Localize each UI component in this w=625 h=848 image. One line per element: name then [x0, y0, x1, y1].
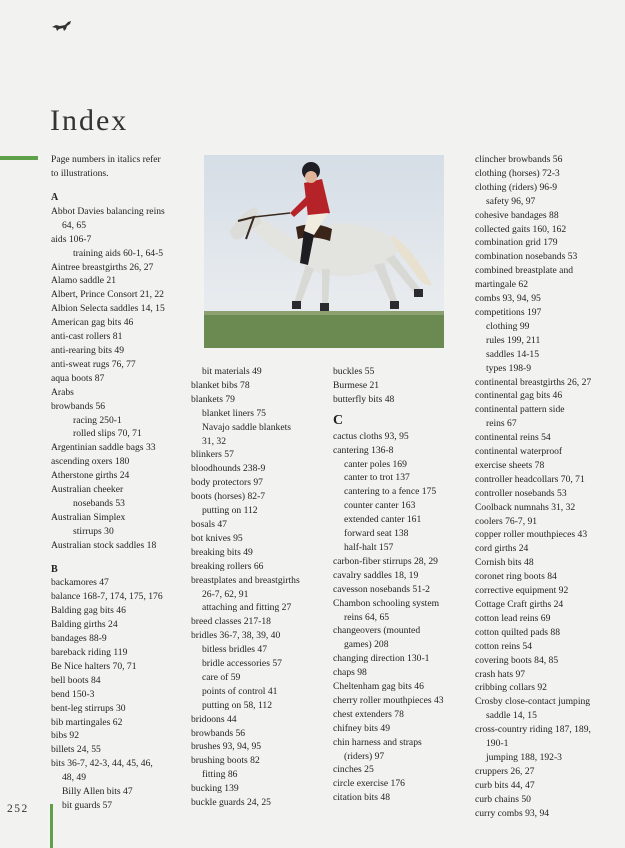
index-entry: games) 208	[344, 639, 389, 651]
index-entry: bloodhounds 238-9	[191, 463, 266, 475]
index-letter-heading: A	[51, 192, 59, 203]
index-entry: coronet ring boots 84	[475, 571, 557, 583]
index-entry: continental reins 54	[475, 432, 551, 444]
horse-rider-photo	[204, 155, 444, 348]
index-entry: Aintree breastgirths 26, 27	[51, 261, 154, 273]
index-entry: ascending oxers 180	[51, 456, 130, 468]
index-entry: brushes 93, 94, 95	[191, 741, 262, 753]
index-entry: bosals 47	[191, 518, 227, 530]
index-entry: 190-1	[486, 738, 509, 750]
index-entry: clincher browbands 56	[475, 154, 563, 165]
index-entry: 26-7, 62, 91	[202, 588, 249, 600]
index-entry: chin harness and straps	[333, 736, 422, 748]
index-entry: browbands 56	[51, 400, 106, 412]
index-letter-heading: B	[51, 563, 58, 575]
index-entry: exercise sheets 78	[475, 459, 545, 471]
index-entry: cohesive bandages 88	[475, 209, 559, 221]
index-entry: cavalry saddles 18, 19	[333, 569, 419, 581]
index-entry: 64, 65	[62, 219, 86, 231]
index-entry: covering boots 84, 85	[475, 654, 559, 666]
index-entry: chifney bits 49	[333, 722, 391, 734]
index-entry: cruppers 26, 27	[475, 765, 535, 777]
index-entry: bend 150-3	[51, 688, 95, 700]
index-entry: half-halt 157	[344, 541, 394, 553]
index-entry: bucking 139	[191, 783, 239, 795]
index-entry: boots (horses) 82-7	[191, 491, 266, 503]
index-entry: bitless bridles 47	[202, 644, 268, 656]
index-entry: Australian Simplex	[51, 511, 126, 523]
index-entry: nosebands 53	[73, 497, 125, 509]
index-entry: curb chains 50	[475, 793, 531, 805]
index-entry: bot knives 95	[191, 532, 243, 544]
index-entry: Arabs	[51, 386, 74, 398]
index-entry: body protectors 97	[191, 477, 263, 489]
index-entry: breaking bits 49	[191, 546, 253, 558]
index-letter-heading: C	[333, 412, 344, 428]
index-entry: cotton lead reins 69	[475, 612, 551, 624]
index-entry: bareback riding 119	[51, 647, 128, 658]
index-entry: Crosby close-contact jumping	[475, 696, 591, 708]
index-entry: saddle 14, 15	[486, 710, 537, 722]
index-entry: continental breastgirths 26, 27	[475, 376, 592, 388]
index-entry: bandages 88-9	[51, 633, 107, 645]
index-entry: bibs 92	[51, 730, 79, 742]
index-entry: blanket liners 75	[202, 407, 266, 419]
index-entry: cotton quilted pads 88	[475, 626, 560, 638]
index-entry: blankets 79	[191, 393, 235, 405]
horse-logo-icon	[51, 20, 73, 32]
index-entry: cord girths 24	[475, 543, 529, 555]
index-entry: carbon-fiber stirrups 28, 29	[333, 555, 438, 567]
index-entry: bridles 36-7, 38, 39, 40	[191, 630, 281, 642]
intro-line: Page numbers in italics refer	[51, 154, 161, 165]
index-entry: Be Nice halters 70, 71	[51, 660, 137, 672]
index-entry: curry combs 93, 94	[475, 807, 550, 819]
index-entry: combination grid 179	[475, 237, 558, 249]
index-entry: Australian stock saddles 18	[51, 539, 157, 551]
index-entry: Burmese 21	[333, 379, 380, 391]
index-entry: aids 106-7	[51, 233, 92, 245]
index-entry: attaching and fitting 27	[202, 602, 292, 614]
index-entry: training aids 60-1, 64-5	[73, 247, 164, 259]
index-entry: Cornish bits 48	[475, 557, 534, 569]
index-entry: combined breastplate and	[475, 265, 574, 277]
index-entry: controller headcollars 70, 71	[475, 473, 585, 485]
index-entry: Alamo saddle 21	[51, 275, 117, 287]
index-entry: cribbing collars 92	[475, 682, 547, 694]
index-entry: Coolback numnahs 31, 32	[475, 501, 576, 513]
index-entry: bib martingales 62	[51, 716, 123, 728]
index-entry: rules 199, 211	[486, 334, 541, 346]
index-entry: collected gaits 160, 162	[475, 223, 567, 235]
index-entry: bits 36-7, 42-3, 44, 45, 46,	[51, 758, 153, 770]
index-column-4	[475, 153, 625, 821]
index-entry: changeovers (mounted	[333, 625, 421, 637]
index-entry: combs 93, 94, 95	[475, 293, 541, 305]
index-entry: cherry roller mouthpieces 43	[333, 694, 444, 706]
index-entry: counter canter 163	[344, 500, 416, 512]
index-entry: anti-cast rollers 81	[51, 331, 123, 343]
index-entry: changing direction 130-1	[333, 653, 430, 665]
index-entry: bridoons 44	[191, 713, 237, 725]
index-column-2	[191, 365, 331, 810]
index-entry: billets 24, 55	[51, 744, 101, 756]
index-entry: saddles 14-15	[486, 348, 540, 360]
index-entry: bit guards 57	[62, 799, 113, 811]
index-entry: continental waterproof	[475, 446, 563, 458]
index-entry: cotton reins 54	[475, 640, 533, 652]
index-entry: aqua boots 87	[51, 372, 105, 384]
index-entry: Balding girths 24	[51, 619, 118, 631]
index-entry: putting on 112	[202, 505, 258, 517]
index-entry: browbands 56	[191, 727, 246, 739]
index-entry: safety 96, 97	[486, 195, 536, 207]
index-entry: anti-rearing bits 49	[51, 344, 124, 356]
index-entry: curb bits 44, 47	[475, 779, 535, 791]
index-entry: Albert, Prince Consort 21, 22	[51, 289, 164, 301]
index-entry: brushing boots 82	[191, 755, 260, 767]
index-entry: buckles 55	[333, 366, 375, 377]
index-entry: canter to trot 137	[344, 472, 410, 484]
index-entry: care of 59	[202, 671, 241, 683]
index-entry: reins 64, 65	[344, 611, 390, 623]
index-entry: continental pattern side	[475, 404, 565, 416]
index-entry: Navajo saddle blankets	[202, 421, 291, 433]
index-entry: chaps 98	[333, 667, 367, 679]
index-entry: cross-country riding 187, 189,	[475, 724, 591, 736]
index-entry: buckle guards 24, 25	[191, 797, 271, 809]
index-entry: Cottage Craft girths 24	[475, 599, 564, 610]
index-entry: types 198-9	[486, 362, 532, 374]
index-entry: breaking rollers 66	[191, 560, 264, 572]
index-entry: Australian cheeker	[51, 484, 124, 496]
index-entry: (riders) 97	[344, 750, 385, 762]
index-entry: clothing (horses) 72-3	[475, 167, 560, 179]
index-entry: Chambon schooling system	[333, 597, 440, 609]
intro-line: to illustrations.	[51, 168, 109, 179]
page-number: 252	[7, 803, 29, 815]
index-entry: Balding gag bits 46	[51, 605, 126, 617]
index-entry: backamores 47	[51, 577, 109, 589]
index-entry: chest extenders 78	[333, 708, 404, 720]
index-entry: Argentinian saddle bags 33	[51, 442, 156, 454]
index-entry: jumping 188, 192-3	[486, 751, 562, 763]
index-entry: copper roller mouthpieces 43	[475, 529, 588, 541]
index-entry: 31, 32	[202, 435, 226, 447]
index-entry: citation bits 48	[333, 792, 391, 804]
index-entry: canter poles 169	[344, 458, 407, 470]
index-entry: Atherstone girths 24	[51, 470, 130, 482]
index-entry: points of control 41	[202, 685, 278, 697]
index-entry: competitions 197	[475, 306, 542, 318]
index-entry: rolled slips 70, 71	[73, 428, 142, 440]
index-entry: stirrups 30	[73, 525, 114, 537]
index-column-3	[333, 365, 473, 805]
index-entry: Albion Selecta saddles 14, 15	[51, 303, 165, 315]
index-entry: Cheltenham gag bits 46	[333, 681, 424, 693]
index-entry: bell boots 84	[51, 674, 101, 686]
index-entry: breastplates and breastgirths	[191, 574, 300, 586]
index-entry: continental gag bits 46	[475, 390, 563, 402]
index-entry: Billy Allen bits 47	[62, 786, 133, 798]
index-entry: blanket bibs 78	[191, 379, 250, 391]
index-entry: butterfly bits 48	[333, 393, 395, 405]
index-entry: cantering 136-8	[333, 444, 394, 456]
index-entry: Abbot Davies balancing reins	[51, 205, 165, 217]
index-entry: coolers 76-7, 91	[475, 515, 538, 527]
index-entry: clothing 99	[486, 320, 530, 332]
page-title: Index	[50, 104, 129, 137]
index-entry: racing 250-1	[73, 414, 122, 426]
index-entry: controller nosebands 53	[475, 487, 567, 499]
index-entry: anti-sweat rugs 76, 77	[51, 358, 136, 370]
index-entry: fitting 86	[202, 769, 238, 781]
index-entry: breed classes 217-18	[191, 616, 271, 628]
index-entry: bridle accessories 57	[202, 658, 282, 670]
index-entry: blinkers 57	[191, 449, 234, 461]
index-entry: extended canter 161	[344, 514, 422, 526]
index-entry: combination nosebands 53	[475, 251, 578, 263]
index-entry: crash hats 97	[475, 668, 526, 680]
index-entry: balance 168-7, 174, 175, 176	[51, 591, 163, 603]
index-entry: corrective equipment 92	[475, 585, 569, 597]
index-entry: forward seat 138	[344, 528, 409, 540]
index-entry: 48, 49	[62, 772, 86, 784]
index-entry: cactus cloths 93, 95	[333, 430, 409, 442]
index-entry: putting on 58, 112	[202, 699, 272, 711]
index-entry: bit materials 49	[202, 366, 262, 377]
index-entry: bent-leg stirrups 30	[51, 702, 126, 714]
index-entry: reins 67	[486, 418, 517, 430]
index-column-1	[51, 153, 201, 813]
index-entry: cinches 25	[333, 764, 374, 776]
index-entry: martingale 62	[475, 279, 529, 291]
index-entry: American gag bits 46	[51, 317, 134, 329]
index-entry: clothing (riders) 96-9	[475, 181, 558, 193]
accent-bar	[0, 156, 38, 160]
index-entry: circle exercise 176	[333, 778, 405, 790]
index-entry: cantering to a fence 175	[344, 486, 437, 498]
index-entry: cavesson nosebands 51-2	[333, 583, 430, 595]
